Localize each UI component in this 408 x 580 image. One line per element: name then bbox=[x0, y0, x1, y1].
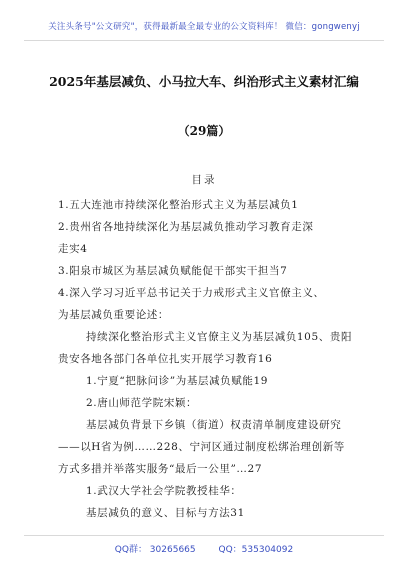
toc-line: 持续深化整治形式主义官僚主义为基层减负105、贵阳 bbox=[86, 331, 353, 343]
promo-header: 关注头条号"公文研究"，获得最新最全最专业的公文资料库！ 微信：gongwenyj bbox=[48, 22, 360, 32]
toc-heading: 目录 bbox=[191, 174, 217, 186]
toc-line: 基层减负的意义、目标与方法31 bbox=[86, 507, 245, 519]
contact-footer bbox=[0, 542, 408, 555]
toc-line: 1.武汉大学社会学院教授桂华： bbox=[86, 485, 242, 497]
toc-line: 2.唐山师范学院宋颖： bbox=[86, 397, 198, 409]
toc-line: 走实4 bbox=[58, 243, 88, 255]
qq-group-number: QQ群： 30265665 bbox=[114, 545, 196, 555]
qq-number: QQ：535304092 bbox=[218, 545, 294, 555]
toc-line: 4.深入学习习近平总书记关于力戒形式主义官僚主义、 bbox=[58, 287, 325, 299]
document-title: 2025年基层减负、小马拉大车、纠治形式主义素材汇编 bbox=[49, 74, 359, 89]
toc-line: 2.贵州省各地持续深化为基层减负推动学习教育走深 bbox=[58, 221, 314, 233]
toc-line: 3.阳泉市城区为基层减负赋能促干部实干担当7 bbox=[58, 265, 288, 277]
header-divider bbox=[24, 40, 384, 41]
toc-line: 1.宁夏“把脉问诊”为基层减负赋能19 bbox=[86, 375, 269, 387]
toc-line: 为基层减负重要论述： bbox=[58, 309, 169, 321]
toc-line: 贵安各地各部门各单位扎实开展学习教育16 bbox=[58, 353, 273, 365]
toc-line: ——以H省为例……228、宁河区通过制度松绑治理创新等 bbox=[58, 441, 345, 453]
toc-line: 方式多措并举落实服务“最后一公里”…27 bbox=[58, 463, 263, 475]
article-count: （29篇） bbox=[177, 124, 231, 138]
toc-line: 1.五大连池市持续深化整治形式主义为基层减负1 bbox=[58, 199, 299, 211]
footer-divider bbox=[24, 535, 384, 536]
toc-line: 基层减负背景下乡镇（街道）权责清单制度建设研究 bbox=[86, 419, 342, 431]
